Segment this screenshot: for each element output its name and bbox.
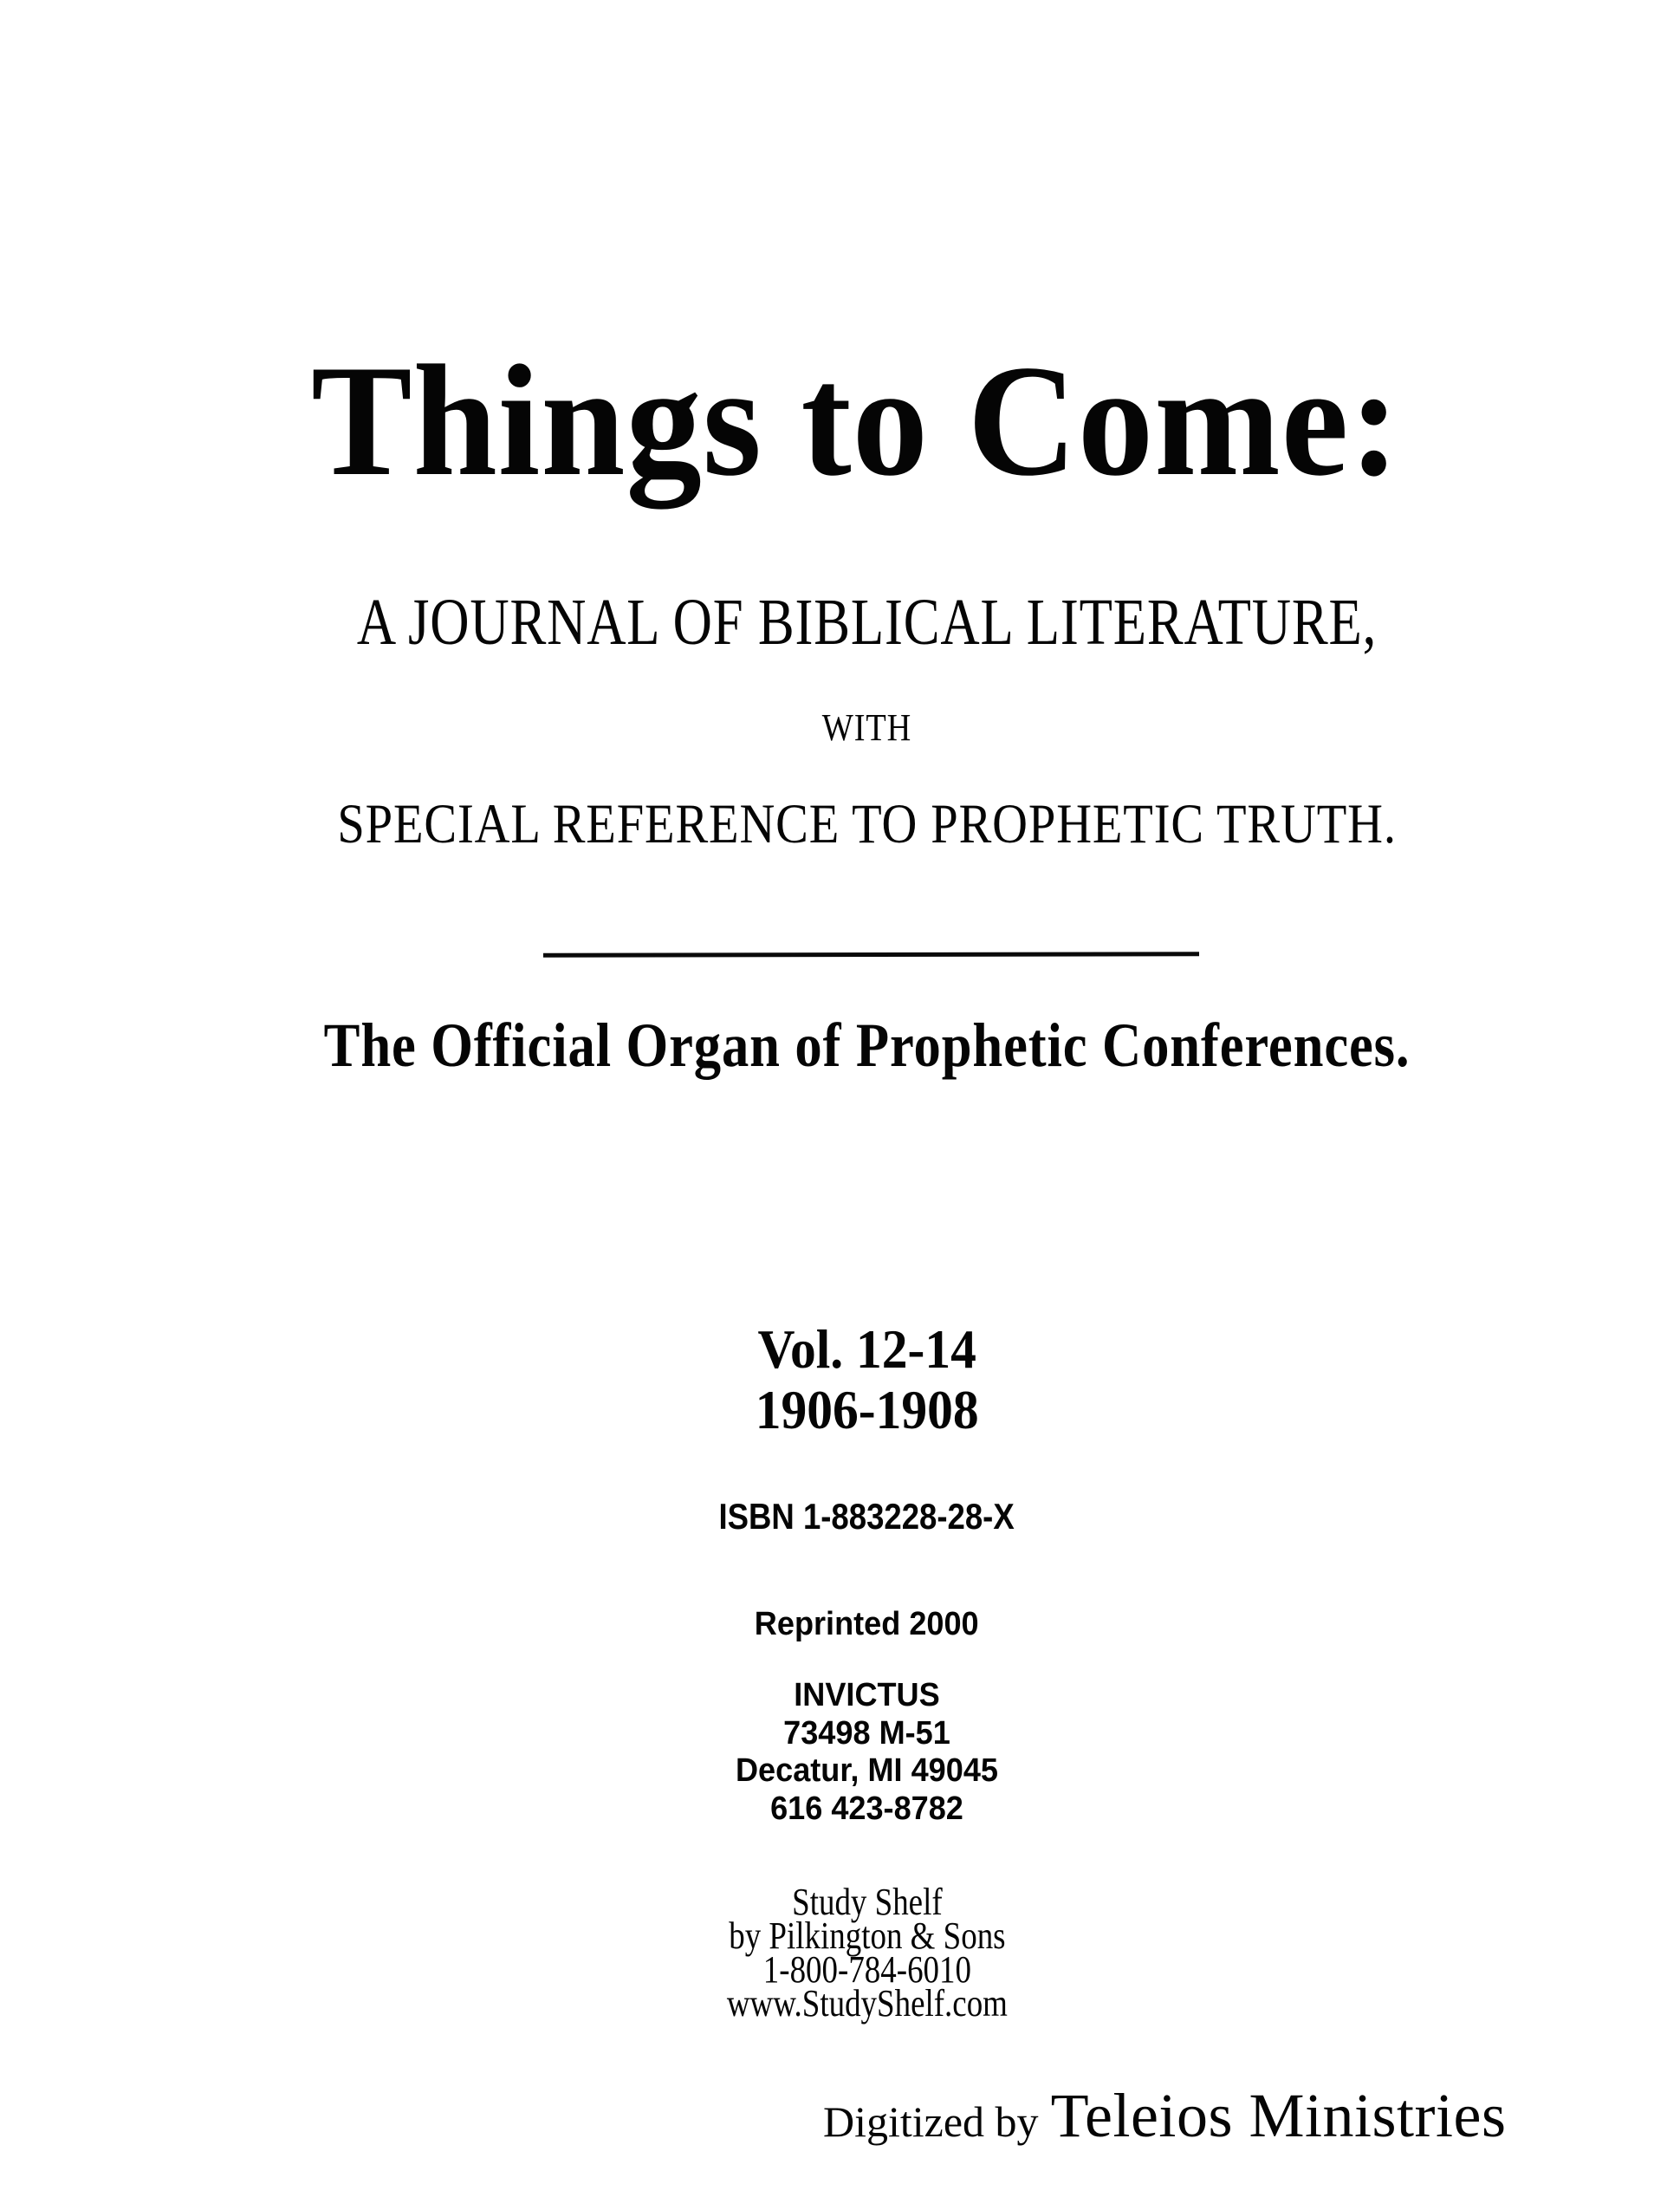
- distributor-phone: 1-800-784-6010: [762, 1948, 971, 1991]
- distributor-byline: by Pilkington & Sons: [728, 1914, 1006, 1957]
- publisher-street: 73498 M-51: [783, 1714, 950, 1752]
- volume-label: Vol. 12-14: [757, 1318, 976, 1380]
- subtitle-connector: WITH: [821, 706, 912, 749]
- volume-block: [54, 1319, 1680, 1440]
- distributor-website: www.StudyShelf.com: [726, 1982, 1008, 2025]
- digitizer-name: Teleios Ministries: [1050, 2081, 1507, 2150]
- journal-subtitle: A JOURNAL OF BIBLICAL LITERATURE,: [356, 586, 1378, 659]
- publisher-phone: 616 423-8782: [770, 1790, 963, 1827]
- official-organ-line: The Official Organ of Prophetic Conferences.: [323, 1011, 1411, 1080]
- digitized-credit: [823, 2081, 1507, 2150]
- publisher-city-state-zip: Decatur, MI 49045: [735, 1752, 999, 1789]
- distributor-block: [54, 1881, 1680, 2025]
- digitized-prefix: Digitized by: [823, 2097, 1039, 2146]
- horizontal-rule: [543, 952, 1199, 958]
- publisher-block: [54, 1677, 1680, 1828]
- reprint-notice: Reprinted 2000: [755, 1606, 979, 1642]
- page-title: [32, 332, 1680, 509]
- distributor-name: Study Shelf: [791, 1881, 943, 1923]
- page-title-text: Things to Come:: [311, 332, 1401, 509]
- years-label: 1906-1908: [755, 1379, 979, 1440]
- prophetic-subtitle: SPECIAL REFERENCE TO PROPHETIC TRUTH.: [337, 793, 1397, 855]
- publisher-name: INVICTUS: [794, 1677, 940, 1713]
- isbn-label: ISBN 1-883228-28-X: [718, 1496, 1015, 1537]
